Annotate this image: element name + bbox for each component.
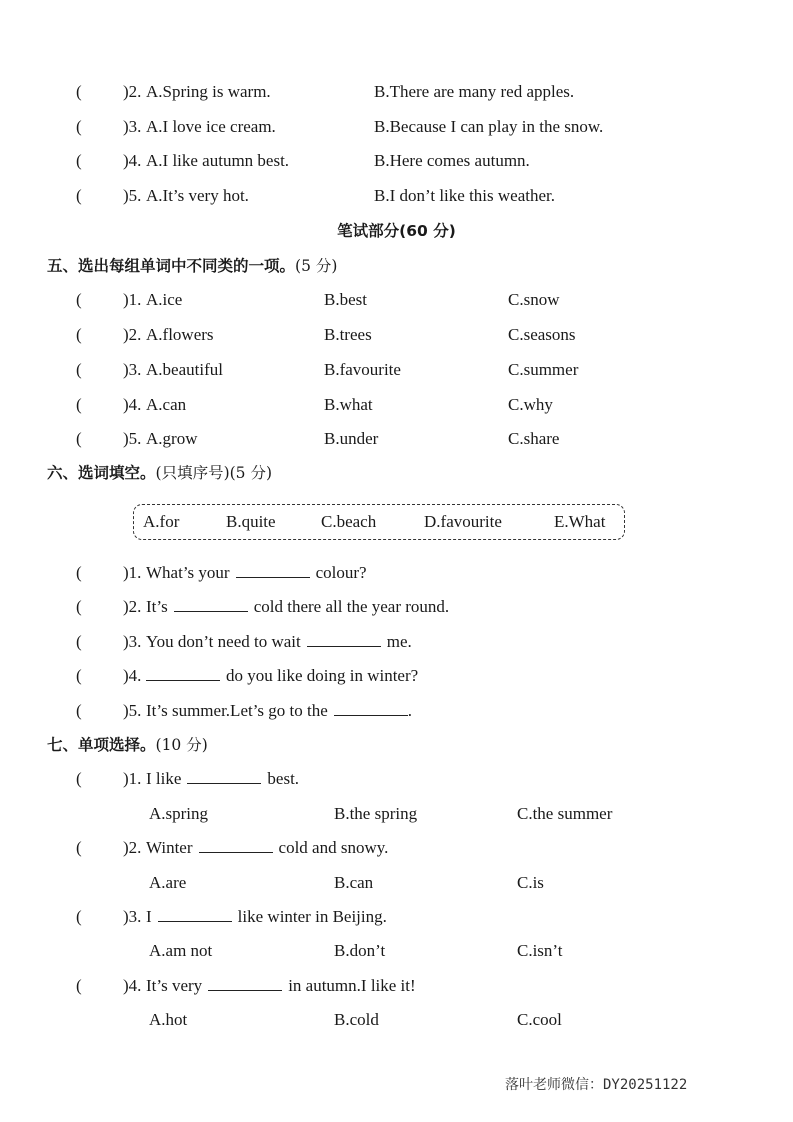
word-bank-item: A.for (143, 512, 180, 531)
section7-item (76, 976, 696, 996)
sentence (146, 769, 299, 789)
answer-paren[interactable]: ( (76, 632, 82, 651)
section7-options (149, 1010, 669, 1030)
option-b: B.favourite (324, 360, 401, 379)
sentence-before: It’s (146, 597, 168, 616)
option-c[interactable]: C.is (517, 873, 544, 892)
section6-item (76, 597, 696, 617)
option-b: B.Because I can play in the snow. (374, 117, 604, 136)
option-a: A.I like autumn best. (146, 151, 290, 170)
footer-contact: 落叶老师微信：DY20251122 (505, 1077, 688, 1093)
option-c: C.summer (508, 360, 579, 379)
section6-item (76, 666, 696, 686)
blank-line[interactable] (199, 838, 273, 853)
answer-paren[interactable]: ( (76, 429, 82, 448)
listening-item (76, 151, 716, 171)
option-b[interactable]: B.can (334, 873, 374, 892)
section7-heading (47, 735, 208, 755)
item-number: )2. (123, 325, 142, 344)
section5-item (76, 360, 696, 380)
word-bank-item: C.beach (321, 512, 377, 531)
item-number: )3. (123, 360, 142, 379)
sentence-before: You don’t need to wait (146, 632, 301, 651)
option-a: A.flowers (146, 325, 214, 344)
item-number: )2. (123, 82, 142, 101)
sentence (146, 563, 367, 583)
item-number: )1. (123, 290, 142, 309)
blank-line[interactable] (307, 632, 381, 647)
section6-score: (只填序号)(5 分) (155, 464, 272, 482)
option-b: B.I don’t like this weather. (374, 186, 555, 205)
answer-paren[interactable]: ( (76, 597, 82, 616)
option-c: C.snow (508, 290, 560, 309)
answer-paren[interactable]: ( (76, 838, 82, 857)
word-bank-item: E.What (554, 512, 606, 531)
option-a: A.ice (146, 290, 183, 309)
section5-score: (5 分) (295, 257, 338, 275)
item-number: )3. (123, 907, 142, 926)
section7-item (76, 838, 696, 858)
answer-paren[interactable]: ( (76, 117, 82, 136)
option-b: B.under (324, 429, 379, 448)
section6-heading (47, 463, 272, 483)
blank-line[interactable] (146, 666, 220, 681)
option-b: B.best (324, 290, 367, 309)
item-number: )4. (123, 395, 142, 414)
section6-item (76, 701, 696, 721)
option-a: A.grow (146, 429, 198, 448)
option-a: A.beautiful (146, 360, 223, 379)
answer-paren[interactable]: ( (76, 290, 82, 309)
section7-options (149, 804, 669, 824)
section6-item (76, 563, 696, 583)
section7-options (149, 941, 669, 961)
item-number: )5. (123, 429, 142, 448)
item-number: )4. (123, 976, 142, 995)
section7-item (76, 907, 696, 927)
option-b: B.what (324, 395, 373, 414)
section7-item (76, 769, 696, 789)
option-a: A.I love ice cream. (146, 117, 276, 136)
answer-paren[interactable]: ( (76, 907, 82, 926)
option-b: B.Here comes autumn. (374, 151, 530, 170)
section7-score: (10 分) (155, 736, 208, 754)
section5-item (76, 395, 696, 415)
option-c[interactable]: C.cool (517, 1010, 562, 1029)
option-a[interactable]: A.am not (149, 941, 213, 960)
blank-line[interactable] (158, 907, 232, 922)
item-number: )5. (123, 186, 142, 205)
option-b[interactable]: B.the spring (334, 804, 418, 823)
sentence-before: Winter (146, 838, 193, 857)
option-c[interactable]: C.isn’t (517, 941, 563, 960)
item-number: )1. (123, 769, 142, 788)
answer-paren[interactable]: ( (76, 151, 82, 170)
word-bank-item: B.quite (226, 512, 276, 531)
option-b[interactable]: B.don’t (334, 941, 386, 960)
sentence-before: I (146, 907, 152, 926)
option-a: A.can (146, 395, 187, 414)
listening-item (76, 186, 716, 206)
answer-paren[interactable]: ( (76, 325, 82, 344)
sentence-before: What’s your (146, 563, 230, 582)
sentence (146, 666, 418, 686)
option-a: A.It’s very hot. (146, 186, 249, 205)
section5-item (76, 429, 696, 449)
item-number: )4. (123, 151, 142, 170)
sentence-after: like winter in Beijing. (237, 907, 387, 926)
sentence-after: colour? (315, 563, 367, 582)
answer-paren[interactable]: ( (76, 769, 82, 788)
answer-paren[interactable]: ( (76, 82, 82, 101)
blank-line[interactable] (174, 597, 248, 612)
blank-line[interactable] (334, 701, 408, 716)
sentence-after: do you like doing in winter? (226, 666, 419, 685)
sentence (146, 632, 412, 652)
option-b: B.There are many red apples. (374, 82, 575, 101)
answer-paren[interactable]: ( (76, 395, 82, 414)
sentence-before: It’s summer.Let’s go to the (146, 701, 328, 720)
blank-line[interactable] (236, 563, 310, 578)
option-b[interactable]: B.cold (334, 1010, 379, 1029)
sentence-before: It’s very (146, 976, 203, 995)
written-part-title: 笔试部分(60 分) (337, 222, 456, 240)
sentence-after: me. (386, 632, 412, 651)
section6-item (76, 632, 696, 652)
option-a[interactable]: A.hot (149, 1010, 188, 1029)
sentence-after: cold there all the year round. (253, 597, 450, 616)
option-c: C.why (508, 395, 553, 414)
sentence (146, 838, 388, 858)
option-c[interactable]: C.the summer (517, 804, 613, 823)
section7-title: 七、单项选择。 (47, 736, 156, 754)
blank-line[interactable] (187, 769, 261, 784)
word-bank-box (133, 504, 625, 540)
sentence-after: cold and snowy. (278, 838, 389, 857)
section5-item (76, 325, 696, 345)
section5-heading (47, 256, 337, 276)
listening-item (76, 117, 716, 137)
sentence-before: I like (146, 769, 182, 788)
answer-paren[interactable]: ( (76, 976, 82, 995)
sentence (146, 597, 449, 617)
item-number: )4. (123, 666, 142, 685)
section5-item (76, 290, 696, 310)
option-a[interactable]: A.are (149, 873, 187, 892)
option-c: C.seasons (508, 325, 576, 344)
item-number: )2. (123, 838, 142, 857)
sentence-after: . (407, 701, 413, 720)
blank-line[interactable] (208, 976, 282, 991)
listening-item (76, 82, 716, 102)
answer-paren[interactable]: ( (76, 360, 82, 379)
item-number: )2. (123, 597, 142, 616)
sentence (146, 907, 387, 927)
answer-paren[interactable]: ( (76, 666, 82, 685)
section6-title: 六、选词填空。 (47, 464, 156, 482)
answer-paren[interactable]: ( (76, 563, 82, 582)
item-number: )3. (123, 117, 142, 136)
sentence (146, 976, 416, 996)
section7-options (149, 873, 669, 893)
sentence-after: best. (267, 769, 300, 788)
section5-title: 五、选出每组单词中不同类的一项。 (47, 257, 296, 275)
option-a: A.Spring is warm. (146, 82, 271, 101)
sentence-after: in autumn.I like it! (288, 976, 416, 995)
item-number: )5. (123, 701, 142, 720)
option-c: C.share (508, 429, 560, 448)
answer-paren[interactable]: ( (76, 186, 82, 205)
option-a[interactable]: A.spring (149, 804, 209, 823)
item-number: )3. (123, 632, 142, 651)
word-bank-item: D.favourite (424, 512, 502, 531)
item-number: )1. (123, 563, 142, 582)
answer-paren[interactable]: ( (76, 701, 82, 720)
option-b: B.trees (324, 325, 372, 344)
sentence (146, 701, 412, 721)
